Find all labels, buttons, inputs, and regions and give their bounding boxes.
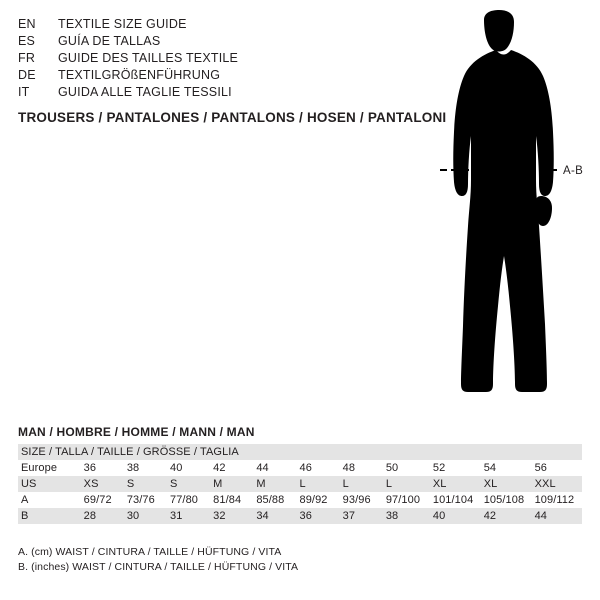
table-cell: 44	[532, 508, 582, 524]
table-row-label: A	[21, 494, 29, 506]
table-cell: 69/72	[83, 494, 112, 506]
table-cell: 34	[253, 508, 296, 524]
language-row-fr	[18, 50, 398, 67]
table-cell: 31	[167, 508, 210, 524]
table-row	[18, 476, 582, 492]
table-cell: 40	[430, 508, 481, 524]
table-cell: 101/104	[432, 494, 474, 506]
table-cell: 81/84	[213, 494, 242, 506]
language-row-es	[18, 33, 398, 50]
section-title: TROUSERS / PANTALONES / PANTALONS / HOSEN / PANTALONI	[18, 110, 447, 125]
table-cell: 38	[383, 508, 430, 524]
table-cell: XL	[481, 476, 532, 492]
language-code-it: IT	[18, 85, 30, 99]
table-row-label: Europe	[21, 462, 58, 474]
table-cell: 36	[83, 462, 97, 474]
table-cell: L	[340, 476, 383, 492]
language-row-en	[18, 16, 398, 33]
table-cell: 73/76	[126, 494, 155, 506]
table-cell: 42	[481, 508, 532, 524]
table-cell: 36	[297, 508, 340, 524]
table-cell: XS	[81, 476, 124, 492]
table-row	[18, 444, 582, 460]
table-row	[18, 460, 582, 476]
language-code-es: ES	[18, 34, 36, 48]
table-cell: S	[124, 476, 167, 492]
table-cell: 32	[210, 508, 253, 524]
language-code-fr: FR	[18, 51, 36, 65]
table-row-label: SIZE / TALLA / TAILLE / GRÖSSE / TAGLIA	[18, 444, 582, 460]
table-cell: 89/92	[299, 494, 328, 506]
language-header	[18, 16, 398, 101]
language-text-de: TEXTILGRÖßENFÜHRUNG	[58, 68, 221, 82]
table-cell: 56	[534, 462, 548, 474]
language-text-it: GUIDA ALLE TAGLIE TESSILI	[58, 85, 232, 99]
figure-illustration	[400, 10, 600, 410]
table-cell: 30	[124, 508, 167, 524]
table-cell: XL	[430, 476, 481, 492]
table-cell: 93/96	[342, 494, 371, 506]
table-cell: 97/100	[385, 494, 421, 506]
table-cell: 105/108	[483, 494, 525, 506]
language-text-fr: GUIDE DES TAILLES TEXTILE	[58, 51, 239, 65]
male-silhouette-icon	[400, 10, 600, 410]
language-text-es: GUÍA DE TALLAS	[58, 34, 161, 48]
table-row	[18, 508, 582, 524]
language-code-de: DE	[18, 68, 36, 82]
measurement-label-ab: A-B	[563, 165, 584, 177]
table-cell: L	[383, 476, 430, 492]
table-cell: S	[167, 476, 210, 492]
language-text-en: TEXTILE SIZE GUIDE	[58, 17, 187, 31]
table-cell: L	[297, 476, 340, 492]
table-cell: XXL	[532, 476, 582, 492]
table-cell: 42	[213, 462, 226, 474]
table-cell: 28	[81, 508, 124, 524]
table-cell: 48	[342, 462, 356, 474]
size-table-area	[18, 425, 582, 524]
table-cell: 44	[256, 462, 269, 474]
table-group-title: MAN / HOMBRE / HOMME / MANN / MAN	[18, 425, 255, 439]
language-row-de	[18, 67, 398, 84]
table-cell: 77/80	[169, 494, 199, 506]
table-cell: 40	[169, 462, 183, 474]
table-cell: 37	[340, 508, 383, 524]
table-cell: 109/112	[534, 494, 575, 506]
table-cell: 85/88	[256, 494, 285, 506]
table-cell: 50	[385, 462, 399, 474]
table-cell: M	[253, 476, 296, 492]
table-cell: M	[210, 476, 253, 492]
table-row	[18, 492, 582, 508]
legend-line-b: B. (inches) WAIST / CINTURA / TAILLE / HÜFTUNG / VITA	[18, 561, 299, 573]
table-cell: 46	[299, 462, 312, 474]
size-table	[18, 444, 582, 524]
legend-line-a: A. (cm) WAIST / CINTURA / TAILLE / HÜFTUNG / VITA	[18, 546, 282, 558]
language-row-it	[18, 84, 398, 101]
table-cell: 52	[432, 462, 446, 474]
table-row-label: US	[18, 476, 81, 492]
legend	[18, 545, 298, 575]
table-cell: 38	[126, 462, 140, 474]
table-row-label: B	[18, 508, 81, 524]
table-cell: 54	[483, 462, 497, 474]
language-code-en: EN	[18, 17, 36, 31]
